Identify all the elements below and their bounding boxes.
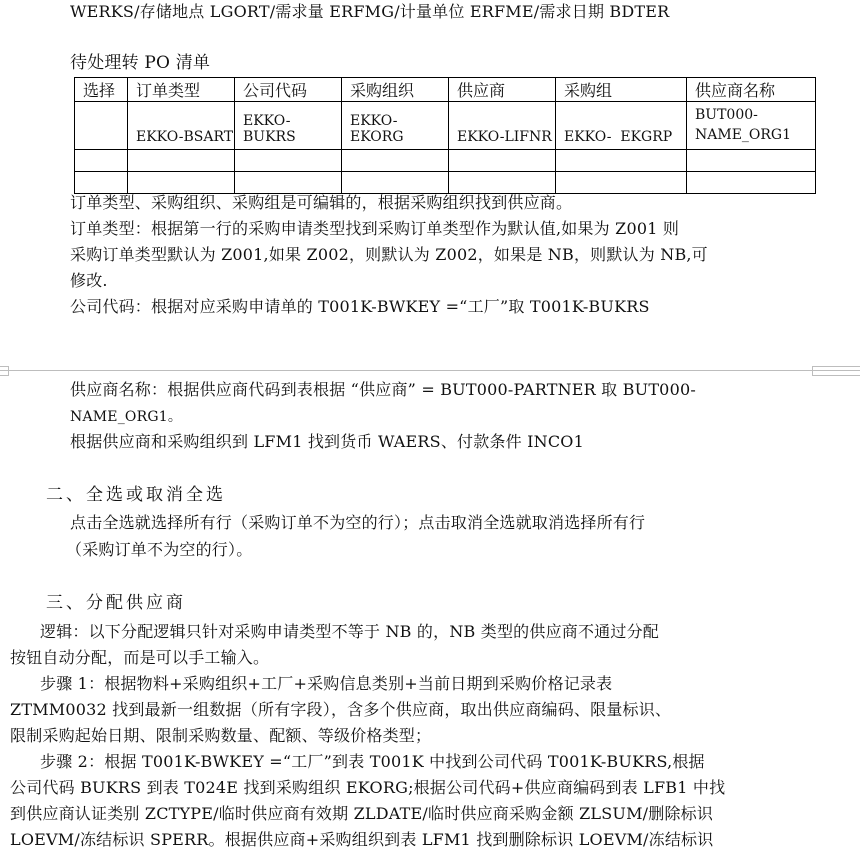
- para1-line-2: 订单类型：根据第一行的采购申请类型找到采购订单类型作为默认值,如果为 Z001 则: [70, 219, 680, 238]
- para1-line-4: 修改.: [70, 271, 108, 290]
- section3-line-6: 步骤 2：根据 T001K-BWKEY =“工厂”到表 T001K 中找到公司代码 T001K-BUKRS,根据: [40, 752, 705, 771]
- section3-heading: 三、分配供应商: [46, 593, 186, 613]
- section2-heading: 二、全选或取消全选: [46, 485, 226, 505]
- po-list-table: [74, 77, 816, 194]
- field-company-code: EKKO-BUKRS: [235, 102, 342, 150]
- para2-line-1: 供应商名称：根据供应商代码到表根据 “供应商” = BUT000-PARTNER 取 BUT000-: [70, 380, 696, 399]
- header-order-type: 订单类型: [128, 78, 235, 102]
- para1-line-5: 公司代码：根据对应采购申请单的 T001K-BWKEY =“工厂”取 T001K-BUKRS: [70, 297, 650, 316]
- top-field-list: WERKS/存储地点 LGORT/需求量 ERFMG/计量单位 ERFME/需求日期 BDTER: [70, 2, 670, 21]
- section3-line-7: 公司代码 BUKRS 到表 T024E 找到采购组织 EKORG;根据公司代码+供应商编码到表 LFB1 中找: [10, 778, 726, 797]
- table-header-row: [75, 78, 816, 102]
- table-row: [75, 150, 816, 172]
- table-field-row: [75, 102, 816, 150]
- field-order-type: EKKO-BSART: [128, 102, 235, 150]
- para1-line-3: 采购订单类型默认为 Z001,如果 Z002，则默认为 Z002，如果是 NB，则默认为 NB,可: [70, 245, 708, 264]
- section3-line-8: 到供应商认证类别 ZCTYPE/临时供应商有效期 ZLDATE/临时供应商采购金额 ZLSUM/删除标识: [10, 804, 714, 823]
- field-purch-org: EKKO-EKORG: [342, 102, 449, 150]
- section2-line-1: 点击全选就选择所有行（采购订单不为空的行）；点击取消全选就取消选择所有行: [70, 513, 646, 532]
- header-purch-group: 采购组: [556, 78, 687, 102]
- table-row: [75, 172, 816, 194]
- section3-line-4: ZTMM0032 找到最新一组数据（所有字段），含多个供应商，取出供应商编码、限量标识、: [10, 700, 672, 719]
- para2-line-3: 根据供应商和采购组织到 LFM1 找到货币 WAERS、付款条件 INCO1: [70, 432, 584, 451]
- section2-line-2: （采购订单不为空的行）。: [66, 540, 253, 559]
- field-vendor: EKKO-LIFNR: [449, 102, 556, 150]
- section3-line-3: 步骤 1：根据物料+采购组织+工厂+采购信息类别+当前日期到采购价格记录表: [40, 674, 613, 693]
- field-purch-group: EKKO- EKGRP: [556, 102, 687, 150]
- header-company-code: 公司代码: [235, 78, 342, 102]
- header-vendor-name: 供应商名称: [687, 78, 816, 102]
- header-select: 选择: [75, 78, 128, 102]
- page-break-divider: [0, 370, 860, 371]
- section3-line-9: LOEVM/冻结标识 SPERR。根据供应商+采购组织到表 LFM1 找到删除标识 LOEVM/冻结标识: [10, 830, 714, 849]
- header-purch-org: 采购组织: [342, 78, 449, 102]
- field-vendor-name: BUT000- NAME_ORG1: [687, 102, 816, 150]
- section3-line-1: 逻辑：以下分配逻辑只针对采购申请类型不等于 NB 的，NB 类型的供应商不通过分配: [40, 622, 659, 641]
- para2-line-2: NAME_ORG1。: [70, 409, 183, 425]
- table-title: 待处理转 PO 清单: [70, 53, 211, 73]
- section3-line-2: 按钮自动分配，而是可以手工输入。: [10, 648, 270, 667]
- para1-line-1: 订单类型、采购组织、采购组是可编辑的，根据采购组织找到供应商。: [70, 193, 573, 212]
- header-vendor: 供应商: [449, 78, 556, 102]
- section3-line-5: 限制采购起始日期、限制采购数量、配额、等级价格类型；: [10, 726, 432, 745]
- page-corner-mark: [812, 366, 860, 376]
- field-select: [75, 102, 128, 150]
- page-corner-mark: [0, 366, 9, 376]
